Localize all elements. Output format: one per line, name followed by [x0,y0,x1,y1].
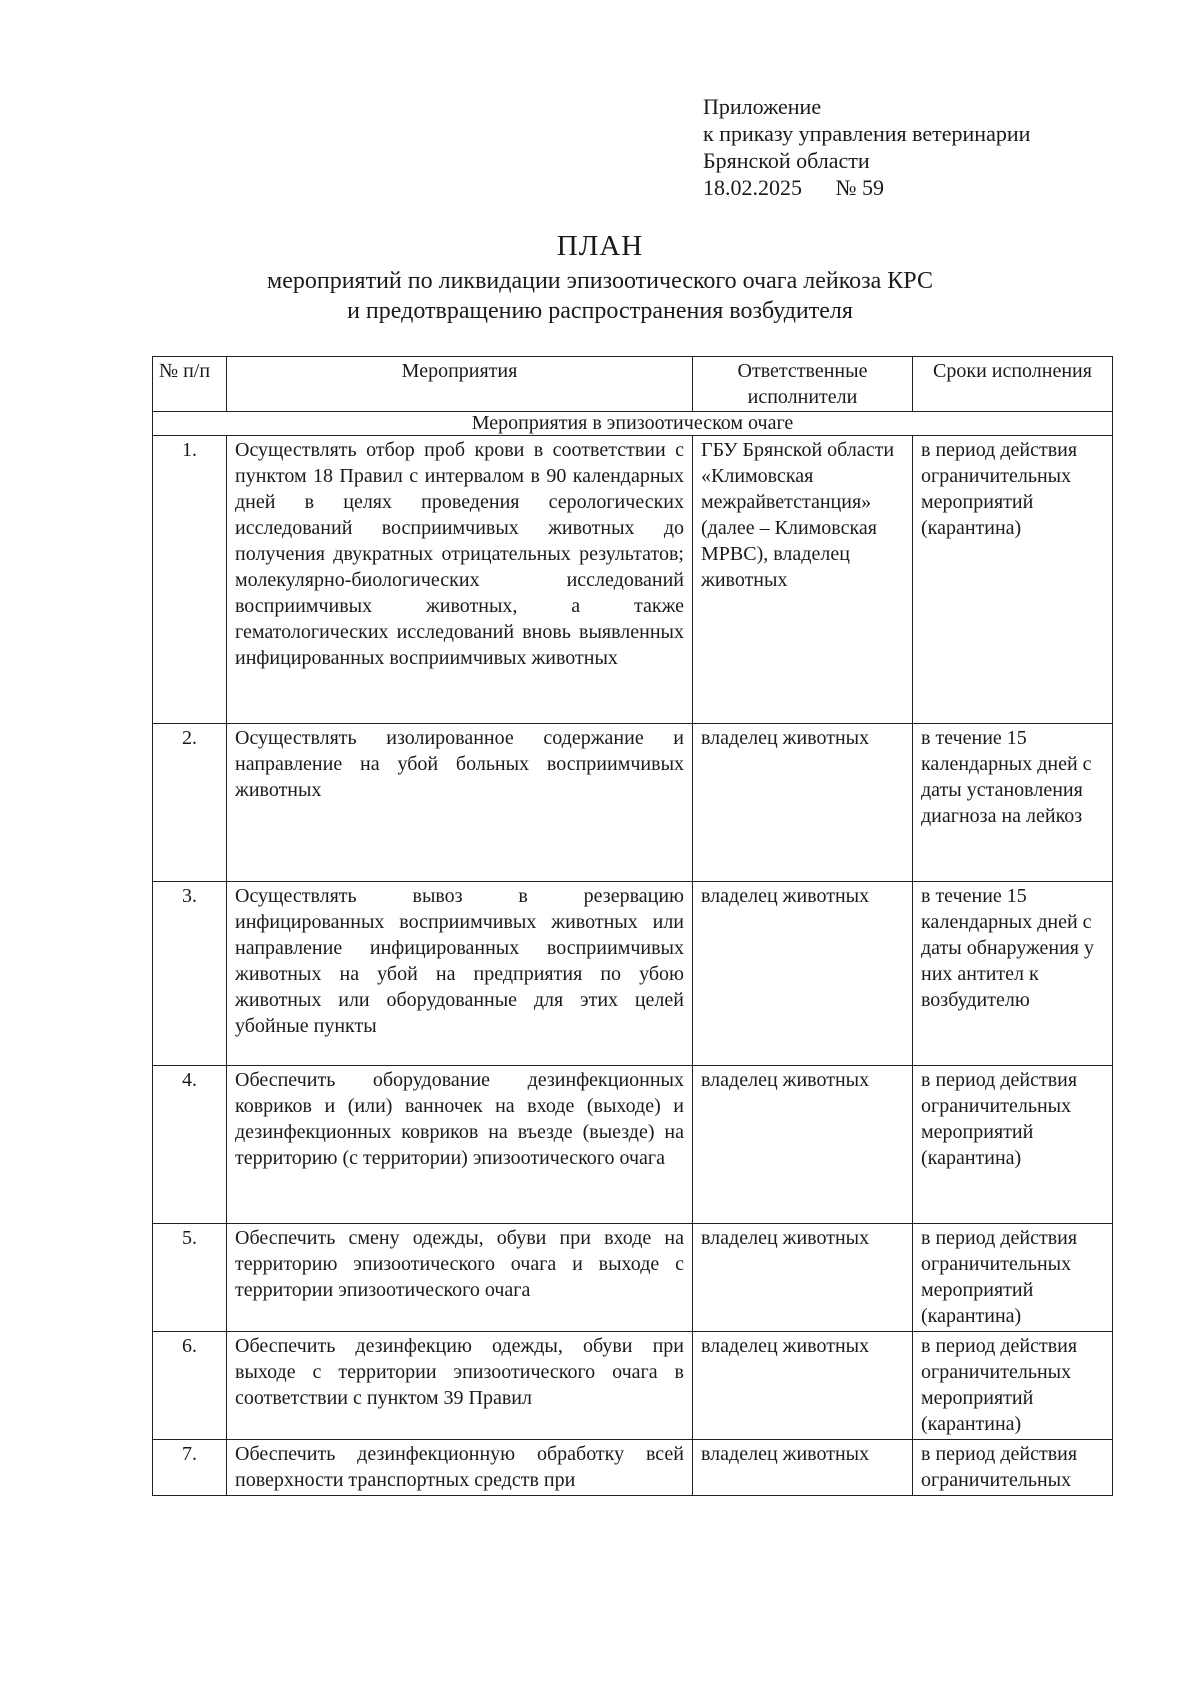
order-date: 18.02.2025 [703,175,802,200]
row-responsible: владелец животных [693,724,913,882]
row-number: 7. [153,1440,227,1496]
document-subtitle [0,266,1200,326]
row-activity: Обеспечить дезинфекцию одежды, обуви при выходе с территории эпизоотического очага в соответствии с пунктом 39 Правил [227,1332,693,1440]
row-term: в течение 15 календарных дней с даты установления диагноза на лейкоз [913,724,1113,882]
header-term: Сроки исполнения [913,357,1113,412]
document-title: ПЛАН [556,230,644,262]
row-number: 1. [153,436,227,724]
row-number: 6. [153,1332,227,1440]
table-row [153,724,1113,882]
appendix-line-2: к приказу управления ветеринарии [703,121,1031,146]
order-number: № 59 [835,175,884,200]
table-row [153,1440,1113,1496]
header-number: № п/п [153,357,227,412]
row-activity: Осуществлять изолированное содержание и направление на убой больных восприимчивых животных [227,724,693,882]
row-activity: Обеспечить смену одежды, обуви при входе на территорию эпизоотического очага и выходе с территории эпизоотического очага [227,1224,693,1332]
table-row [153,1224,1113,1332]
table-row [153,882,1113,1066]
row-activity: Обеспечить дезинфекционную обработку всей поверхности транспортных средств при [227,1440,693,1496]
header-activity: Мероприятия [227,357,693,412]
row-number: 3. [153,882,227,1066]
appendix-line-1: Приложение [703,94,822,119]
row-activity: Осуществлять отбор проб крови в соответствии с пунктом 18 Правил с интервалом в 90 календарных дней в целях проведения серологических исследований восприимчивых животных до получения двукратных отрицательных результатов; молекулярно-биологических исследований восприимчивых животных, а также гематологических исследований вновь выявленных инфицированных восприимчивых животных [227,436,693,724]
row-responsible: ГБУ Брянской области «Климовская межрайветстанция» (далее – Климовская МРВС), владелец животных [693,436,913,724]
row-term: в период действия ограничительных мероприятий (карантина) [913,436,1113,724]
table-row [153,436,1113,724]
table-header-row [153,357,1113,412]
subtitle-line-1: мероприятий по ликвидации эпизоотического очага лейкоза КРС [267,268,933,294]
row-responsible: владелец животных [693,882,913,1066]
row-term: в период действия ограничительных [913,1440,1113,1496]
row-responsible: владелец животных [693,1066,913,1224]
appendix-header [703,93,1030,201]
plan-table [152,356,1113,1496]
row-number: 4. [153,1066,227,1224]
row-activity: Обеспечить оборудование дезинфекционных ковриков и (или) ванночек на входе (выходе) и дезинфекционных ковриков на въезде (выезде) на территорию (с территории) эпизоотического очага [227,1066,693,1224]
row-responsible: владелец животных [693,1440,913,1496]
subtitle-line-2: и предотвращению распространения возбудителя [347,298,853,324]
row-number: 2. [153,724,227,882]
row-term: в период действия ограничительных мероприятий (карантина) [913,1224,1113,1332]
row-number: 5. [153,1224,227,1332]
appendix-line-3: Брянской области [703,148,870,173]
section-row [153,412,1113,436]
table-row [153,1066,1113,1224]
row-term: в период действия ограничительных мероприятий (карантина) [913,1066,1113,1224]
table-row [153,1332,1113,1440]
row-activity: Осуществлять вывоз в резервацию инфицированных восприимчивых животных или направление инфицированных восприимчивых животных на убой на предприятия по убою животных или оборудованные для этих целей убойные пункты [227,882,693,1066]
order-date-line [703,174,1030,201]
section-title: Мероприятия в эпизоотическом очаге [153,412,1113,436]
row-term: в течение 15 календарных дней с даты обнаружения у них антител к возбудителю [913,882,1113,1066]
header-responsible: Ответственные исполнители [693,357,913,412]
row-responsible: владелец животных [693,1224,913,1332]
row-responsible: владелец животных [693,1332,913,1440]
row-term: в период действия ограничительных мероприятий (карантина) [913,1332,1113,1440]
